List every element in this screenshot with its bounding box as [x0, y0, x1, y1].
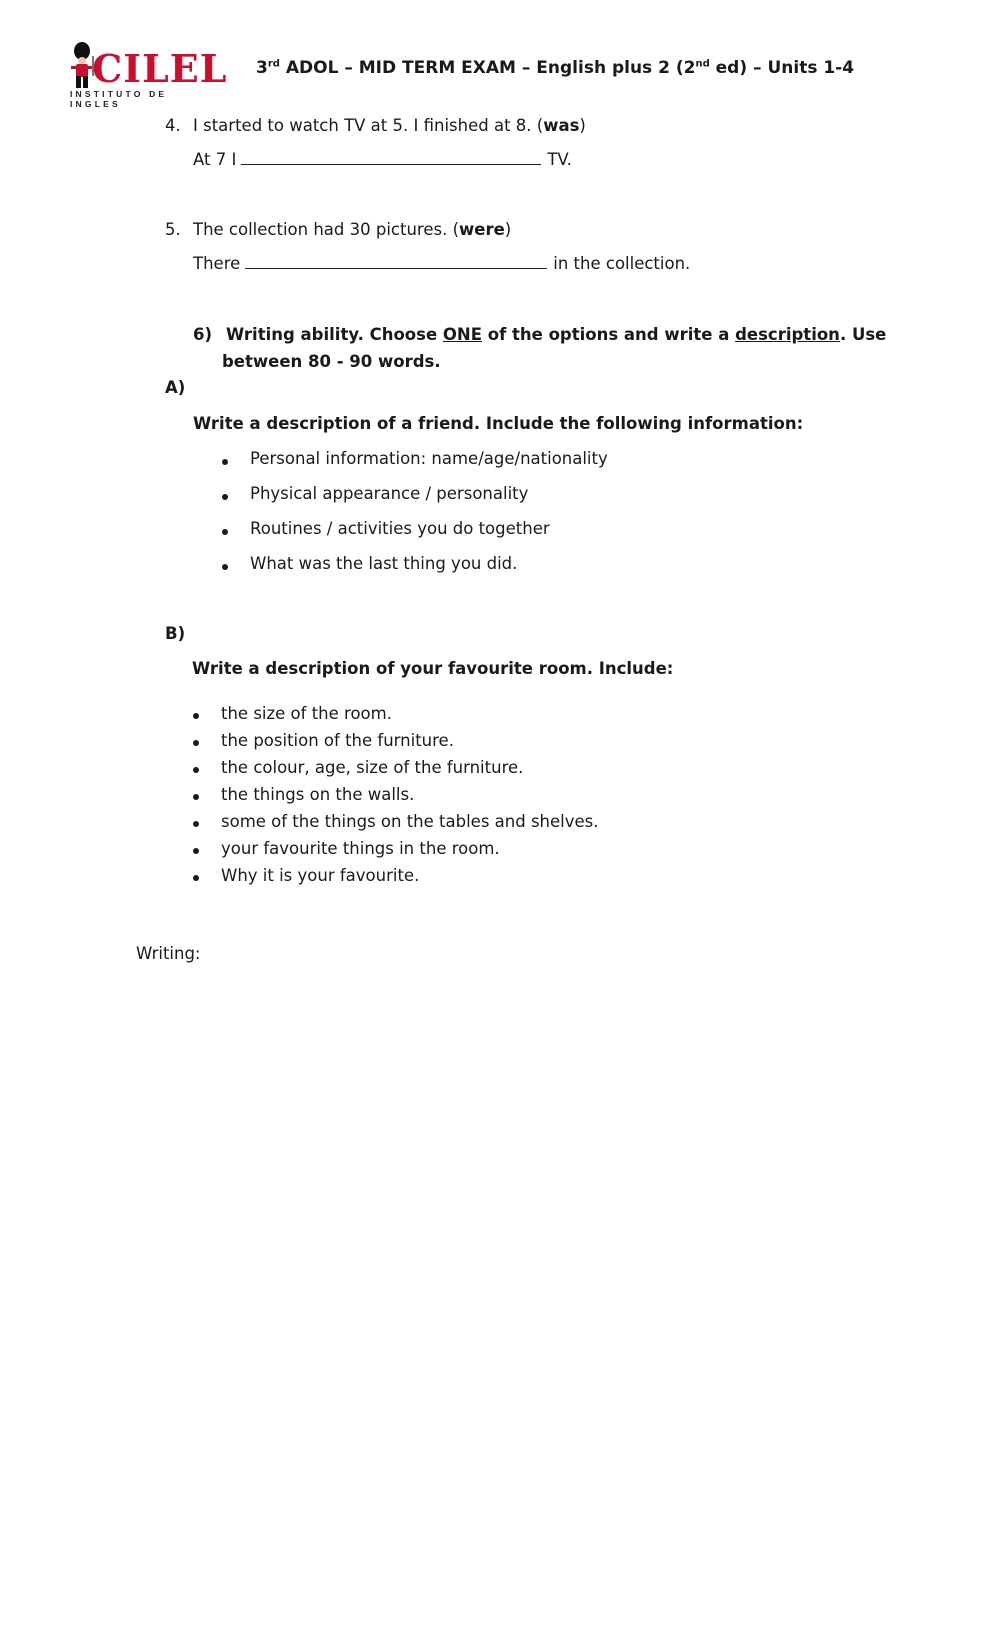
q5-number: 5. [165, 220, 181, 239]
q4-answer-line: At 7 I TV. [193, 150, 572, 169]
option-a-title: Write a description of a friend. Include the following information: [193, 414, 804, 433]
q5-sentence: The collection had 30 pictures. (were) [193, 220, 512, 239]
option-a-item: Physical appearance / personality [250, 484, 529, 503]
exam-header: 3rd ADOL – MID TERM EXAM – English plus 2 (2nd ed) – Units 1-4 [256, 58, 855, 78]
option-b-item: the size of the room. [221, 704, 392, 723]
option-b-item: some of the things on the tables and shelves. [221, 812, 599, 831]
q5-answer-blank[interactable] [245, 254, 547, 269]
q4-answer-blank[interactable] [241, 150, 541, 165]
q4-number: 4. [165, 116, 181, 135]
option-b-label: B) [165, 624, 186, 643]
bullet-icon [222, 459, 228, 465]
bullet-icon [193, 713, 199, 719]
bullet-icon [222, 494, 228, 500]
writing-area[interactable] [136, 975, 856, 1575]
q6-number: 6) [193, 325, 213, 344]
bullet-icon [193, 821, 199, 827]
option-b-item: the colour, age, size of the furniture. [221, 758, 524, 777]
option-b-item: the position of the furniture. [221, 731, 454, 750]
writing-label: Writing: [136, 944, 201, 963]
option-b-item: the things on the walls. [221, 785, 415, 804]
q6-instruction: Writing ability. Choose ONE of the options and write a description. Use [226, 325, 887, 344]
bullet-icon [222, 564, 228, 570]
logo-subtitle: INSTITUTO DE INGLES [70, 89, 168, 109]
bullet-icon [193, 875, 199, 881]
cilel-logo [68, 42, 228, 109]
bullet-icon [193, 740, 199, 746]
q4-sentence: I started to watch TV at 5. I finished at 8. (was) [193, 116, 586, 135]
option-b-item: Why it is your favourite. [221, 866, 420, 885]
option-a-item: Personal information: name/age/nationality [250, 449, 608, 468]
option-b-title: Write a description of your favourite room. Include: [192, 659, 674, 678]
logo-wordmark: CILEL [92, 46, 228, 91]
bullet-icon [193, 794, 199, 800]
option-a-label: A) [165, 378, 186, 397]
option-a-item: What was the last thing you did. [250, 554, 518, 573]
option-b-item: your favourite things in the room. [221, 839, 500, 858]
bullet-icon [222, 529, 228, 535]
q6-instruction-line2: between 80 - 90 words. [222, 352, 441, 371]
q5-answer-line: There in the collection. [193, 254, 691, 273]
bullet-icon [193, 767, 199, 773]
bullet-icon [193, 848, 199, 854]
option-a-item: Routines / activities you do together [250, 519, 550, 538]
